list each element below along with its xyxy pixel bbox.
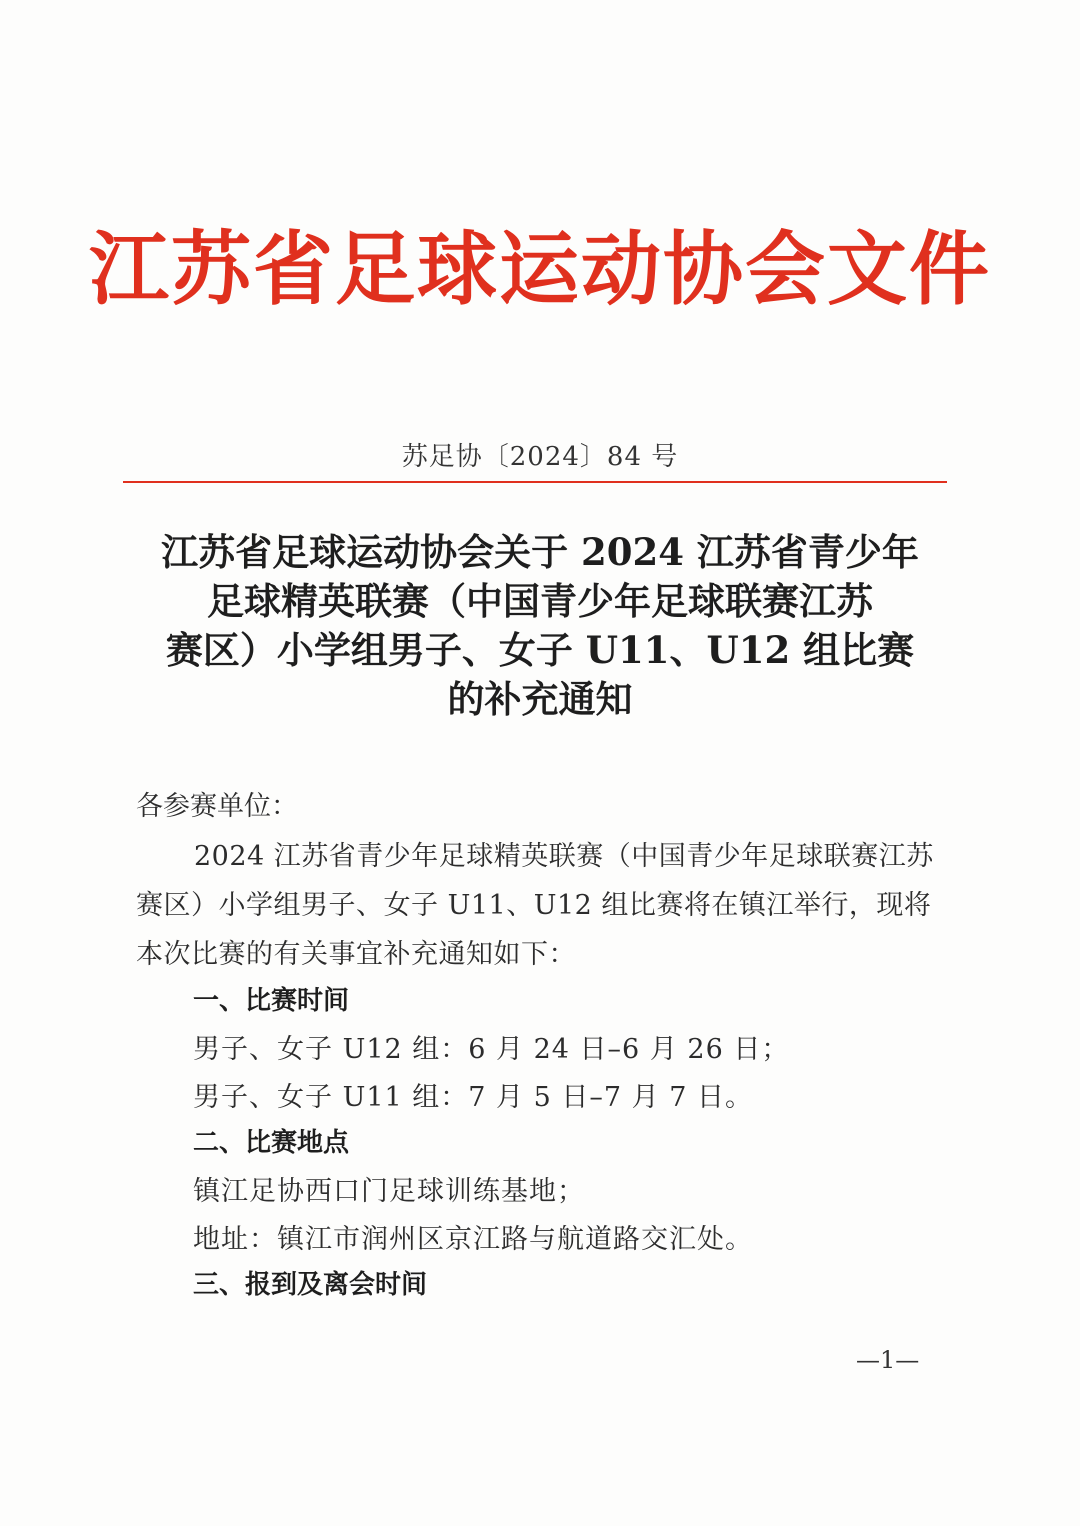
- notice-title-line-2: 足球精英联赛（中国青少年足球联赛江苏: [207, 579, 873, 623]
- venue-address: 地址：镇江市润州区京江路与航道路交汇处。: [193, 1224, 753, 1255]
- red-divider-rule: [123, 481, 947, 483]
- page-number: —1—: [856, 1346, 920, 1374]
- section-heading-venue: 二、比赛地点: [193, 1128, 350, 1158]
- schedule-line-u11: 男子、女子 U11 组：7 月 5 日–7 月 7 日。: [193, 1082, 753, 1113]
- notice-title-line-4: 的补充通知: [447, 677, 633, 721]
- notice-title-line-1: 江苏省足球运动协会关于 2024 江苏省青少年: [161, 530, 919, 574]
- document-masthead: 江苏省足球运动协会文件: [89, 223, 991, 316]
- intro-paragraph: 2024 江苏省青少年足球精英联赛（中国青少年足球联赛江苏赛区）小学组男子、女子 U11、U12 组比赛将在镇江举行，现将本次比赛的有关事宜补充通知如下：: [136, 841, 934, 970]
- notice-title: [130, 528, 950, 724]
- venue-name: 镇江足协西口门足球训练基地；: [193, 1176, 585, 1207]
- section-heading-checkin: 三、报到及离会时间: [193, 1270, 428, 1300]
- notice-title-line-3: 赛区）小学组男子、女子 U11、U12 组比赛: [165, 628, 915, 672]
- document-number: 苏足协〔2024〕84 号: [401, 442, 679, 472]
- section-heading-match-time: 一、比赛时间: [193, 986, 350, 1016]
- schedule-line-u12: 男子、女子 U12 组：6 月 24 日–6 月 26 日；: [193, 1034, 790, 1065]
- salutation: 各参赛单位：: [136, 791, 298, 822]
